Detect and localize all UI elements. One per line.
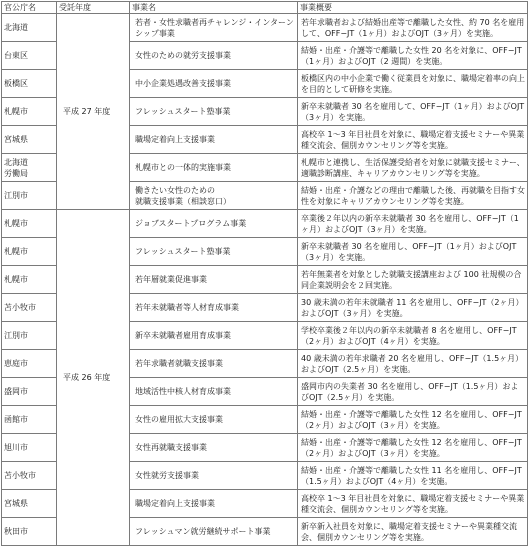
project-name-cell: 女性再就職支援事業 xyxy=(130,434,298,462)
summary-cell: 札幌市と連携し、生活保護受給者を対象に就職支援セミナー、適職診断講座、キャリアカウンセリング等を実施。 xyxy=(298,154,528,182)
summary-cell: 高校卒 1〜3 年目社員を対象に、職場定着支援セミナーや異業種交流会、個別カウンセリング等を実施。 xyxy=(298,126,528,154)
summary-cell: 30 歳未満の若年未就職者 11 名を雇用し、OFF−JT（2ヶ月）およびOJT（3ヶ月）を実施。 xyxy=(298,294,528,322)
office-cell: 苫小牧市 xyxy=(2,462,57,490)
summary-cell: 若年求職者および結婚出産等で離職した女性、約 70 名を雇用して、OFF−JT（1ヶ月）およびOJT（3ヶ月）を実施。 xyxy=(298,14,528,42)
office-cell: 北海道 労働局 xyxy=(2,154,57,182)
header-row xyxy=(2,2,528,14)
summary-cell: 結婚・出産・介護等で離職した女性 12 名を雇用し、OFF−JT（2ヶ月）およびOJT（3ヶ月）を実施。 xyxy=(298,406,528,434)
table-row xyxy=(2,14,528,42)
office-cell: 札幌市 xyxy=(2,210,57,238)
office-cell: 旭川市 xyxy=(2,434,57,462)
project-name-cell: 札幌市との一体的実施事業 xyxy=(130,154,298,182)
office-cell: 秋田市 xyxy=(2,518,57,546)
summary-cell: 結婚・出産・介護等で離職した女性 11 名を雇用し、OFF−JT（1.5ヶ月）およびOJT（4ヶ月）を実施。 xyxy=(298,462,528,490)
year-cell: 平成 27 年度 xyxy=(57,14,130,210)
project-name-cell: 女性就労支援事業 xyxy=(130,462,298,490)
project-name-cell: 職場定着向上支援事業 xyxy=(130,126,298,154)
summary-cell: 結婚・出産・介護等で離職した女性 20 名を対象に、OFF−JT（1ヶ月）およびOJT（2 週間）を実施。 xyxy=(298,42,528,70)
summary-cell: 卒業後２年以内の新卒未就職者 30 名を雇用し、OFF−JT（1ヶ月）およびOJT（3ヶ月）を実施。 xyxy=(298,210,528,238)
project-name-cell: フレッシュマン就労継続サポート事業 xyxy=(130,518,298,546)
project-name-cell: フレッシュスタート塾事業 xyxy=(130,98,298,126)
projects-table xyxy=(1,1,528,546)
office-cell: 板橋区 xyxy=(2,70,57,98)
project-name-cell: 若年未就職者等人材育成事業 xyxy=(130,294,298,322)
summary-cell: 新卒新入社員を対象に、職場定着支援セミナーや異業種交流会、個別カウンセリング等を実施。 xyxy=(298,518,528,546)
project-name-cell: 女性のための就労支援事業 xyxy=(130,42,298,70)
summary-cell: 若年無業者を対象とした就職支援講座および 100 社規模の合同企業説明会を２回実施。 xyxy=(298,266,528,294)
summary-cell: 40 歳未満の若年求職者 20 名を雇用し、OFF−JT（1.5ヶ月）およびOJT（2.5ヶ月）を実施。 xyxy=(298,350,528,378)
office-cell: 盛岡市 xyxy=(2,378,57,406)
header-project: 事業名 xyxy=(130,2,298,14)
project-name-cell: 地域活性中核人材育成事業 xyxy=(130,378,298,406)
project-name-cell: 若年層就業促進事業 xyxy=(130,266,298,294)
summary-cell: 高校卒 1〜3 年目社員を対象に、職場定着支援セミナーや異業種交流会、個別カウンセリング等を実施。 xyxy=(298,490,528,518)
office-cell: 札幌市 xyxy=(2,98,57,126)
table-row xyxy=(2,210,528,238)
office-cell: 宮城県 xyxy=(2,126,57,154)
office-cell: 恵庭市 xyxy=(2,350,57,378)
summary-cell: 学校卒業後２年以内の新卒未就職者 8 名を雇用し、OFF−JT（2ヶ月）およびOJT（4ヶ月）を実施。 xyxy=(298,322,528,350)
summary-cell: 新卒未就職者 30 名を雇用して、OFF−JT（1ヶ月）およびOJT（3ヶ月）を実施。 xyxy=(298,98,528,126)
summary-cell: 盛岡市内の失業者 30 名を雇用し、OFF−JT（1.5ヶ月）およびOJT（2.5ヶ月）を実施。 xyxy=(298,378,528,406)
year-cell: 平成 26 年度 xyxy=(57,210,130,546)
project-name-cell: 新卒未就職者雇用育成事業 xyxy=(130,322,298,350)
project-name-cell: 若者・女性求職者再チャレンジ・インターンシップ事業 xyxy=(130,14,298,42)
office-cell: 北海道 xyxy=(2,14,57,42)
summary-cell: 結婚・出産・介護などの理由で離職した後、再就職を目指す女性を対象にキャリアカウンセリング等を実施。 xyxy=(298,182,528,210)
office-cell: 江別市 xyxy=(2,322,57,350)
office-cell: 苫小牧市 xyxy=(2,294,57,322)
project-name-cell: 働きたい女性のための 就職支援事業（相談窓口） xyxy=(130,182,298,210)
project-name-cell: 中小企業処遇改善支援事業 xyxy=(130,70,298,98)
office-cell: 札幌市 xyxy=(2,266,57,294)
summary-cell: 板橋区内の中小企業で働く従業員を対象に、職場定着率の向上を目的として研修を実施。 xyxy=(298,70,528,98)
office-cell: 札幌市 xyxy=(2,238,57,266)
header-year: 受託年度 xyxy=(57,2,130,14)
project-name-cell: フレッシュスタート塾事業 xyxy=(130,238,298,266)
office-cell: 台東区 xyxy=(2,42,57,70)
project-name-cell: ジョブスタートプログラム事業 xyxy=(130,210,298,238)
summary-cell: 新卒未就職者 30 名を雇用し、OFF−JT（1ヶ月）およびOJT（3ヶ月）を実施。 xyxy=(298,238,528,266)
header-office: 官公庁名 xyxy=(2,2,57,14)
office-cell: 宮城県 xyxy=(2,490,57,518)
office-cell: 函館市 xyxy=(2,406,57,434)
project-name-cell: 女性の雇用拡大支援事業 xyxy=(130,406,298,434)
project-name-cell: 職場定着向上支援事業 xyxy=(130,490,298,518)
summary-cell: 結婚・出産・介護等で離職した女性 12 名を雇用し、OFF−JT（2ヶ月）およびOJT（3ヶ月）を実施。 xyxy=(298,434,528,462)
header-summary: 事業概要 xyxy=(298,2,528,14)
office-cell: 江別市 xyxy=(2,182,57,210)
table-body xyxy=(2,14,528,546)
project-name-cell: 若年求職者就職支援事業 xyxy=(130,350,298,378)
